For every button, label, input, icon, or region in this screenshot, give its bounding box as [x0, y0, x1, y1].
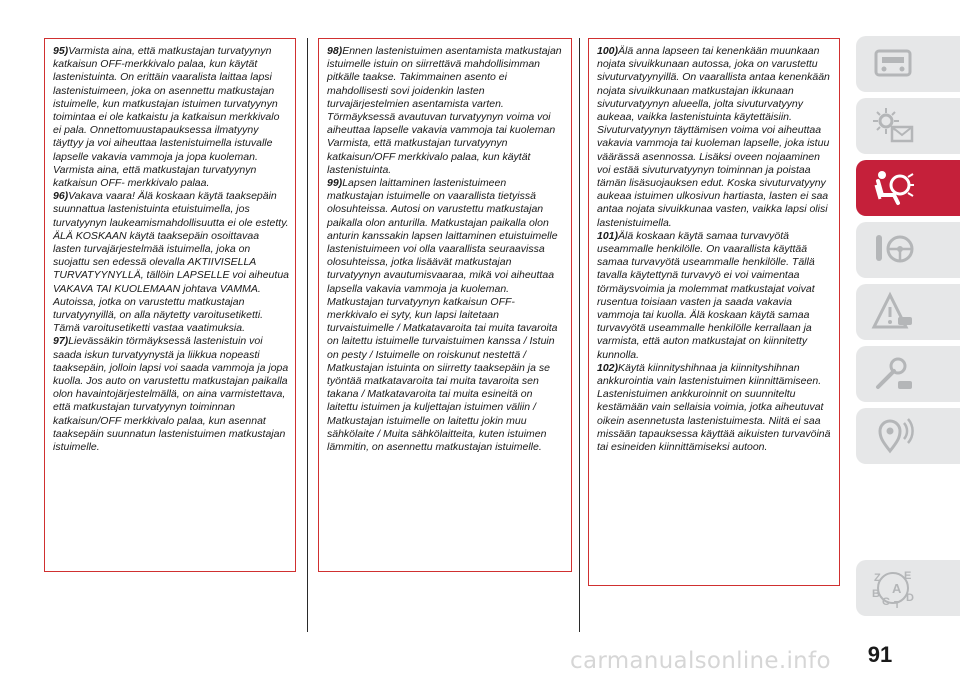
lights-envelope-icon — [870, 105, 916, 147]
svg-text:T: T — [894, 600, 901, 609]
key-steering-wheel-icon — [870, 229, 916, 271]
tab-maintenance[interactable] — [856, 346, 960, 402]
warning-triangle-car-icon — [870, 291, 916, 333]
svg-text:D: D — [906, 592, 914, 604]
column-divider-2 — [579, 38, 580, 632]
note-100: 100)Älä anna lapseen tai kenenkään muunkaan nojata sivuikkunaan autossa, joka on varustettu sivuturvatyynyillä. On vaarallista antaa kenenkään nojata sivuikkunaan matkustajan ikkunaan sivuturvatyynyn alueella, jolta sivuturvatyyny aukeaa, vaikka lastenistuinta käytettäisiin. Sivuturvatyynyn täyttämisen voima voi aiheuttaa vakavia vammoja tai kuoleman lapselle, joka istuu väärässä asennossa. Lisäksi oveen nojaaminen voi estää sivuturvatyynyn toiminnan ja poistaa tämän lisäsuojauksen edut. Koska sivuturvatyyny aukeaa istuimen ulkosivun hartiasta, lasten ei saa antaa nojata sivuikkunaa vasten, vaikka lapsi olisi lastenistuimella. — [597, 45, 830, 229]
column-3-box — [588, 38, 840, 586]
seat-airbag-icon — [870, 167, 916, 209]
tab-dashboard[interactable] — [856, 36, 960, 92]
svg-text:E: E — [904, 570, 912, 582]
note-98: 98)Ennen lastenistuimen asentamista matkustajan istuimelle istuin on siirrettävä mahdollisimman pitkälle taakse. Takimmainen asento ei mahdollisesti sovi joidenkin lasten turvajärjestelmien asentamista varten. Törmäyksessä avautuvan turvatyynyn voima voi aiheuttaa lapselle vakavia vammoja tai kuoleman Varmista, että matkustajan turvatyynyn katkaisun/OFF merkkivalo palaa, kun käytät lastenistuinta. — [327, 45, 562, 176]
dashboard-car-icon — [870, 43, 916, 85]
note-95: 95)Varmista aina, että matkustajan turvatyynyn katkaisun OFF-merkkivalo palaa, kun käytät lastenistuinta. On erittäin vaaralista laittaa lapsi lastenistuimeen, joka on asennettu matkustajan istuimelle, kun matkustajan istuimen turvatyynyn toimintaa ei ole katkaistu ja katkaisun merkkivalo ei pala. Onnettomuustapauksessa ilmatyyny täyttyy ja voi aiheuttaa lastenistuimella istuvalle lapselle vakavia vammoja ja jopa kuoleman. Varmista aina, että matkustajan turvatyynyn katkaisun OFF- merkkivalo palaa. — [53, 45, 280, 190]
svg-text:B: B — [872, 588, 880, 600]
tab-lights[interactable] — [856, 98, 960, 154]
note-97: 97)Lievässäkin törmäyksessä lastenistuin voi saada iskun turvatyynystä ja liikkua nopeasti taaksepäin, jolloin lapsi voi saada vammoja ja jopa kuolla. Jos auto on varustettu matkustajan paikalla olon havaintojärjestelmällä, on aina varmistettava, että matkustajan turvatyynyn toiminnan katkaisun/OFF merkkivalo palaa, kun asennat taaksepäin suunnatun lastenistuimen matkustajan istuimelle. — [53, 335, 289, 454]
tools-car-icon — [870, 353, 916, 395]
tab-safety[interactable] — [856, 160, 960, 216]
svg-text:Z: Z — [874, 572, 881, 584]
alphabet-index-icon — [870, 567, 916, 609]
note-101: 101)Älä koskaan käytä samaa turvavyötä useammalle henkilölle. On vaarallista käyttää samaa turvavyötä useammalle henkilölle. Tällä tavalla käytettynä turvavyö ei voi vaimentaa törmäysvoimia ja molemmat matkustajat voivat rusentua toisiaan vasten ja saada vakavia vammoja tai kuolla. Älä koskaan käytä samaa turvavyötä useammalle henkilölle kerrallaan ja varmista, että auton matkustajat on kiinnitetty kunnolla. — [597, 229, 815, 361]
column-divider-1 — [307, 38, 308, 632]
tab-emergency[interactable] — [856, 284, 960, 340]
tab-starting-driving[interactable] — [856, 222, 960, 278]
watermark: carmanualsonline.info — [570, 648, 831, 674]
note-99: 99)Lapsen laittaminen lastenistuimeen matkustajan istuimelle on vaarallista tietyissä olosuhteissa. Autosi on varustettu matkustajan paikalla olon anturilla. Matkustajan paikalla olon anturin kanssakin lapsen laittaminen etuistuimelle lastenistuimeen voi olla vaarallista seuraavissa olosuhteissa, jotka lisäävät matkustajan turvatyynyn avautumisvaaraa, mikä voi aiheuttaa lapsella vakavia vammoja ja kuoleman. Matkustajan turvatyynyn katkaisun OFF-merkkivalo ei syty, kun lapsi laitetaan turvaistuimelle / Matkatavaroita tai muita tavaroita on laitettu istuimelle turvaistuimen kanssa / Istuin on pesty / Istuimelle on roiskunut nestettä / Matkustajan istuinta on siirretty taaksepäin ja se työntää matkatavaroita tai muita tavaroita sen takana / Matkatavaroita tai muita esineitä on laitettu istuimen ja kuljettajan istuimen väliin / Matkustajan istuimelle on laitettu jokin muu sähkölaite / Muita sähkölaitteita, kuten istuimen lämmitin, on asennettu matkustajan istuimelle. — [327, 177, 558, 454]
column-2-box — [318, 38, 572, 572]
column-1-box — [44, 38, 296, 572]
note-96: 96)Vakava vaara! Älä koskaan käytä taaksepäin suunnattua lastenistuinta etuistuimella, jos turvatyynyn laukeamismahdollisuutta ei ole estetty. ÄLÄ KOSKAAN käytä taaksepäin osoittavaa lasten turvajärjestelmää istuimella, joka on suojattu sen edessä olevalla AKTIIVISELLA TURVATYYNYLLÄ, tällöin LAPSELLE voi aiheutua VAKAVA TAI KUOLEMAAN johtava VAMMA. Autoissa, jotka on varustettu matkustajan turvatyynyillä, on alla näytetty varoitusetiketti. Tämä varoitusetiketti vastaa vaatimuksia. — [53, 190, 289, 335]
gps-radio-icon — [870, 415, 916, 457]
page-number: 91 — [867, 642, 893, 667]
svg-text:A: A — [892, 581, 902, 596]
tab-technical[interactable] — [856, 408, 960, 464]
note-102: 102)Käytä kiinnityshihnaa ja kiinnityshihnan ankkurointia vain lastenistuimen kiinnittämiseen. Lastenistuimen ankkuroinnit on suunniteltu kestämään vain sellaisia voimia, jotka aiheutuvat oikein asennetusta lastenistuimesta. Niitä ei saa missään tapauksessa käyttää aikuisten turvavöinä tai esineiden kiinnittämiseksi autoon. — [597, 361, 831, 454]
svg-text:C: C — [882, 596, 890, 608]
tab-index[interactable] — [856, 560, 960, 616]
